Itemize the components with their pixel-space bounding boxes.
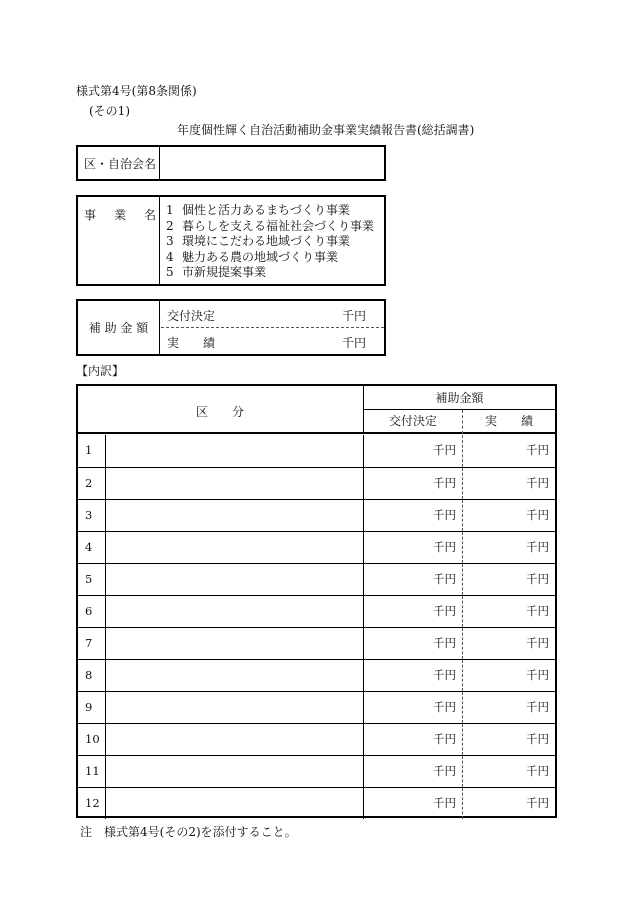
- row-division-field[interactable]: [106, 756, 364, 787]
- grant-decision-row[interactable]: [161, 301, 384, 328]
- table-row: [78, 499, 555, 531]
- row-actual-field[interactable]: 千円: [526, 636, 549, 650]
- project-name-label: [78, 197, 160, 284]
- row-division-field[interactable]: [106, 468, 364, 499]
- row-number: 3: [78, 500, 106, 531]
- table-row: [78, 755, 555, 787]
- row-number: 8: [78, 660, 106, 691]
- row-number: 5: [78, 564, 106, 595]
- form-sub-number: (その1): [89, 104, 130, 118]
- row-decision-field[interactable]: 千円: [364, 435, 463, 467]
- project-label-char-1: 事: [84, 208, 97, 222]
- row-decision-field[interactable]: 千円: [364, 756, 463, 787]
- row-actual-field[interactable]: 千円: [526, 572, 549, 586]
- row-decision-field[interactable]: 千円: [364, 788, 463, 819]
- table-row: [78, 659, 555, 691]
- document-title: 年度個性輝く自治活動補助金事業実績報告書(総括調書): [177, 123, 475, 137]
- row-actual-field[interactable]: 千円: [526, 732, 549, 746]
- row-number: 11: [78, 756, 106, 787]
- row-number: 6: [78, 596, 106, 627]
- breakdown-table: [76, 384, 557, 818]
- project-item[interactable]: 4 魅力ある農の地域づくり事業: [166, 249, 339, 264]
- row-decision-field[interactable]: 千円: [364, 596, 463, 627]
- table-row: [78, 787, 555, 819]
- row-number: 1: [78, 435, 106, 467]
- project-item[interactable]: 5 市新規提案事業: [166, 265, 267, 279]
- table-row: [78, 627, 555, 659]
- row-decision-field[interactable]: 千円: [364, 468, 463, 499]
- row-number: 2: [78, 468, 106, 499]
- row-division-field[interactable]: [106, 660, 364, 691]
- row-decision-field[interactable]: 千円: [364, 724, 463, 755]
- project-item[interactable]: 1 個性と活力あるまちづくり事業: [166, 203, 350, 217]
- table-row: [78, 435, 555, 467]
- row-number: 7: [78, 628, 106, 659]
- row-actual-field[interactable]: 千円: [526, 476, 549, 490]
- actual-column-header: 実 績: [484, 414, 533, 428]
- table-row: [78, 467, 555, 499]
- row-actual-field[interactable]: 千円: [526, 796, 549, 810]
- form-number: 様式第4号(第8条関係): [76, 84, 197, 98]
- row-decision-field[interactable]: 千円: [364, 500, 463, 531]
- grant-amount-label: 補 助 金 額: [78, 301, 160, 354]
- grant-decision-unit: 千円: [341, 309, 366, 323]
- row-number: 4: [78, 532, 106, 563]
- project-list: [166, 203, 374, 281]
- table-row: [78, 595, 555, 627]
- grant-amount-header-label: 補助金額: [364, 386, 555, 410]
- row-actual-field[interactable]: 千円: [526, 668, 549, 682]
- row-actual-field[interactable]: 千円: [526, 604, 549, 618]
- grant-actual-row[interactable]: [161, 328, 384, 355]
- row-decision-field[interactable]: 千円: [364, 564, 463, 595]
- row-number: 12: [78, 788, 106, 819]
- grant-actual-unit: 千円: [341, 336, 366, 350]
- breakdown-heading: 【内訳】: [76, 364, 125, 378]
- row-division-field[interactable]: [106, 628, 364, 659]
- ward-association-label: 区・自治会名: [78, 147, 160, 179]
- row-actual-field[interactable]: 千円: [526, 443, 549, 457]
- row-number: 9: [78, 692, 106, 723]
- row-actual-field[interactable]: 千円: [526, 508, 549, 522]
- table-row: [78, 531, 555, 563]
- row-division-field[interactable]: [106, 435, 364, 467]
- row-decision-field[interactable]: 千円: [364, 692, 463, 723]
- row-actual-field[interactable]: 千円: [526, 764, 549, 778]
- grant-amount-header: [364, 386, 555, 434]
- row-division-field[interactable]: [106, 596, 364, 627]
- row-division-field[interactable]: [106, 564, 364, 595]
- table-row: [78, 691, 555, 723]
- row-actual-field[interactable]: 千円: [526, 540, 549, 554]
- row-division-field[interactable]: [106, 788, 364, 819]
- row-division-field[interactable]: [106, 500, 364, 531]
- project-item[interactable]: 2 暮らしを支える福祉社会づくり事業: [166, 218, 375, 233]
- row-number: 10: [78, 724, 106, 755]
- grant-decision-label: 交付決定: [167, 309, 216, 323]
- division-header: 区 分: [78, 386, 364, 434]
- project-item[interactable]: 3 環境にこだわる地域づくり事業: [166, 234, 351, 248]
- row-decision-field[interactable]: 千円: [364, 532, 463, 563]
- project-label-char-3: 名: [144, 208, 157, 222]
- row-division-field[interactable]: [106, 724, 364, 755]
- grant-actual-label: 実 績: [167, 336, 216, 350]
- decision-column-header: 交付決定: [364, 410, 463, 434]
- row-actual-field[interactable]: 千円: [526, 700, 549, 714]
- footnote: 注 様式第4号(その2)を添付すること。: [80, 825, 297, 839]
- table-row: [78, 723, 555, 755]
- project-label-char-2: 業: [114, 208, 127, 222]
- row-division-field[interactable]: [106, 692, 364, 723]
- table-row: [78, 563, 555, 595]
- row-decision-field[interactable]: 千円: [364, 628, 463, 659]
- ward-association-box: [76, 145, 386, 181]
- grant-amount-box: [76, 299, 386, 356]
- row-division-field[interactable]: [106, 532, 364, 563]
- project-name-box: [76, 195, 386, 286]
- row-decision-field[interactable]: 千円: [364, 660, 463, 691]
